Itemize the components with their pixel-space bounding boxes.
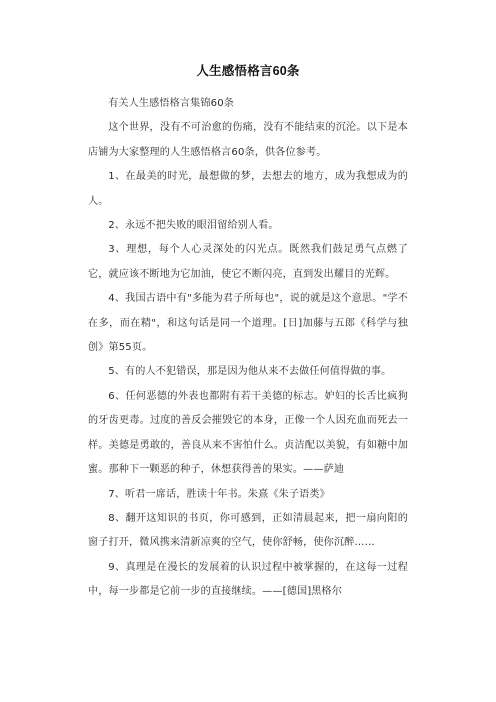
document-body (88, 92, 408, 605)
intro-paragraph: 这个世界，没有不可治愈的伤痛，没有不能结束的沉沦。以下是本店铺为大家整理的人生感悟格言60条，供各位参考。 (88, 122, 408, 158)
quote-paragraph-3: 3、理想，每个人心灵深处的闪光点。既然我们鼓足勇气点燃了它，就应该不断地为它加油，使它不断闪亮，直到发出耀目的光辉。 (88, 244, 408, 280)
quote-paragraph-1: 1、在最美的时光，最想做的梦，去想去的地方，成为我想成为的人。 (88, 171, 408, 207)
quote-paragraph-8: 8、翻开这知识的书页，你可感到，正如清晨起来，把一扇向阳的窗子打开，微风携来清新凉爽的空气，使你舒畅，使你沉醉…… (88, 512, 408, 549)
quote-paragraph-6: 6、任何恶德的外表也都附有若干美德的标志。妒妇的长舌比疯狗的牙齿更毒。过度的善反会摧毁它的本身，正像一个人因充血而死去一样。美德是勇敢的，善良从来不害怕什么。贞洁配以美貌，有如糖中加蜜。那种下一颗恶的种子，休想获得善的果实。——萨迪 (88, 390, 408, 476)
quote-paragraph-4: 4、我国古语中有"多能为君子所每也"，说的就是这个意思。"学不在多，而在精"，和这句话是同一个道理。[日]加藤与五郎《科学与独创》第55页。 (88, 293, 408, 354)
quote-paragraph-5: 5、有的人不犯错误，那是因为他从来不去做任何值得做的事。 (108, 366, 392, 378)
quote-paragraph-2: 2、永远不把失败的眼泪留给别人看。 (108, 220, 279, 232)
quote-paragraph-9: 9、真理是在漫长的发展着的认识过程中被掌握的，在这每一过程中，每一步都是它前一步的直接继续。——[德国]黑格尔 (88, 561, 408, 598)
quote-paragraph-7: 7、听君一席话，胜读十年书。朱熹《朱子语类》 (108, 488, 330, 500)
subtitle-paragraph: 有关人生感悟格言集锦60条 (108, 98, 235, 109)
document-title: 人生感悟格言60条 (196, 64, 300, 78)
